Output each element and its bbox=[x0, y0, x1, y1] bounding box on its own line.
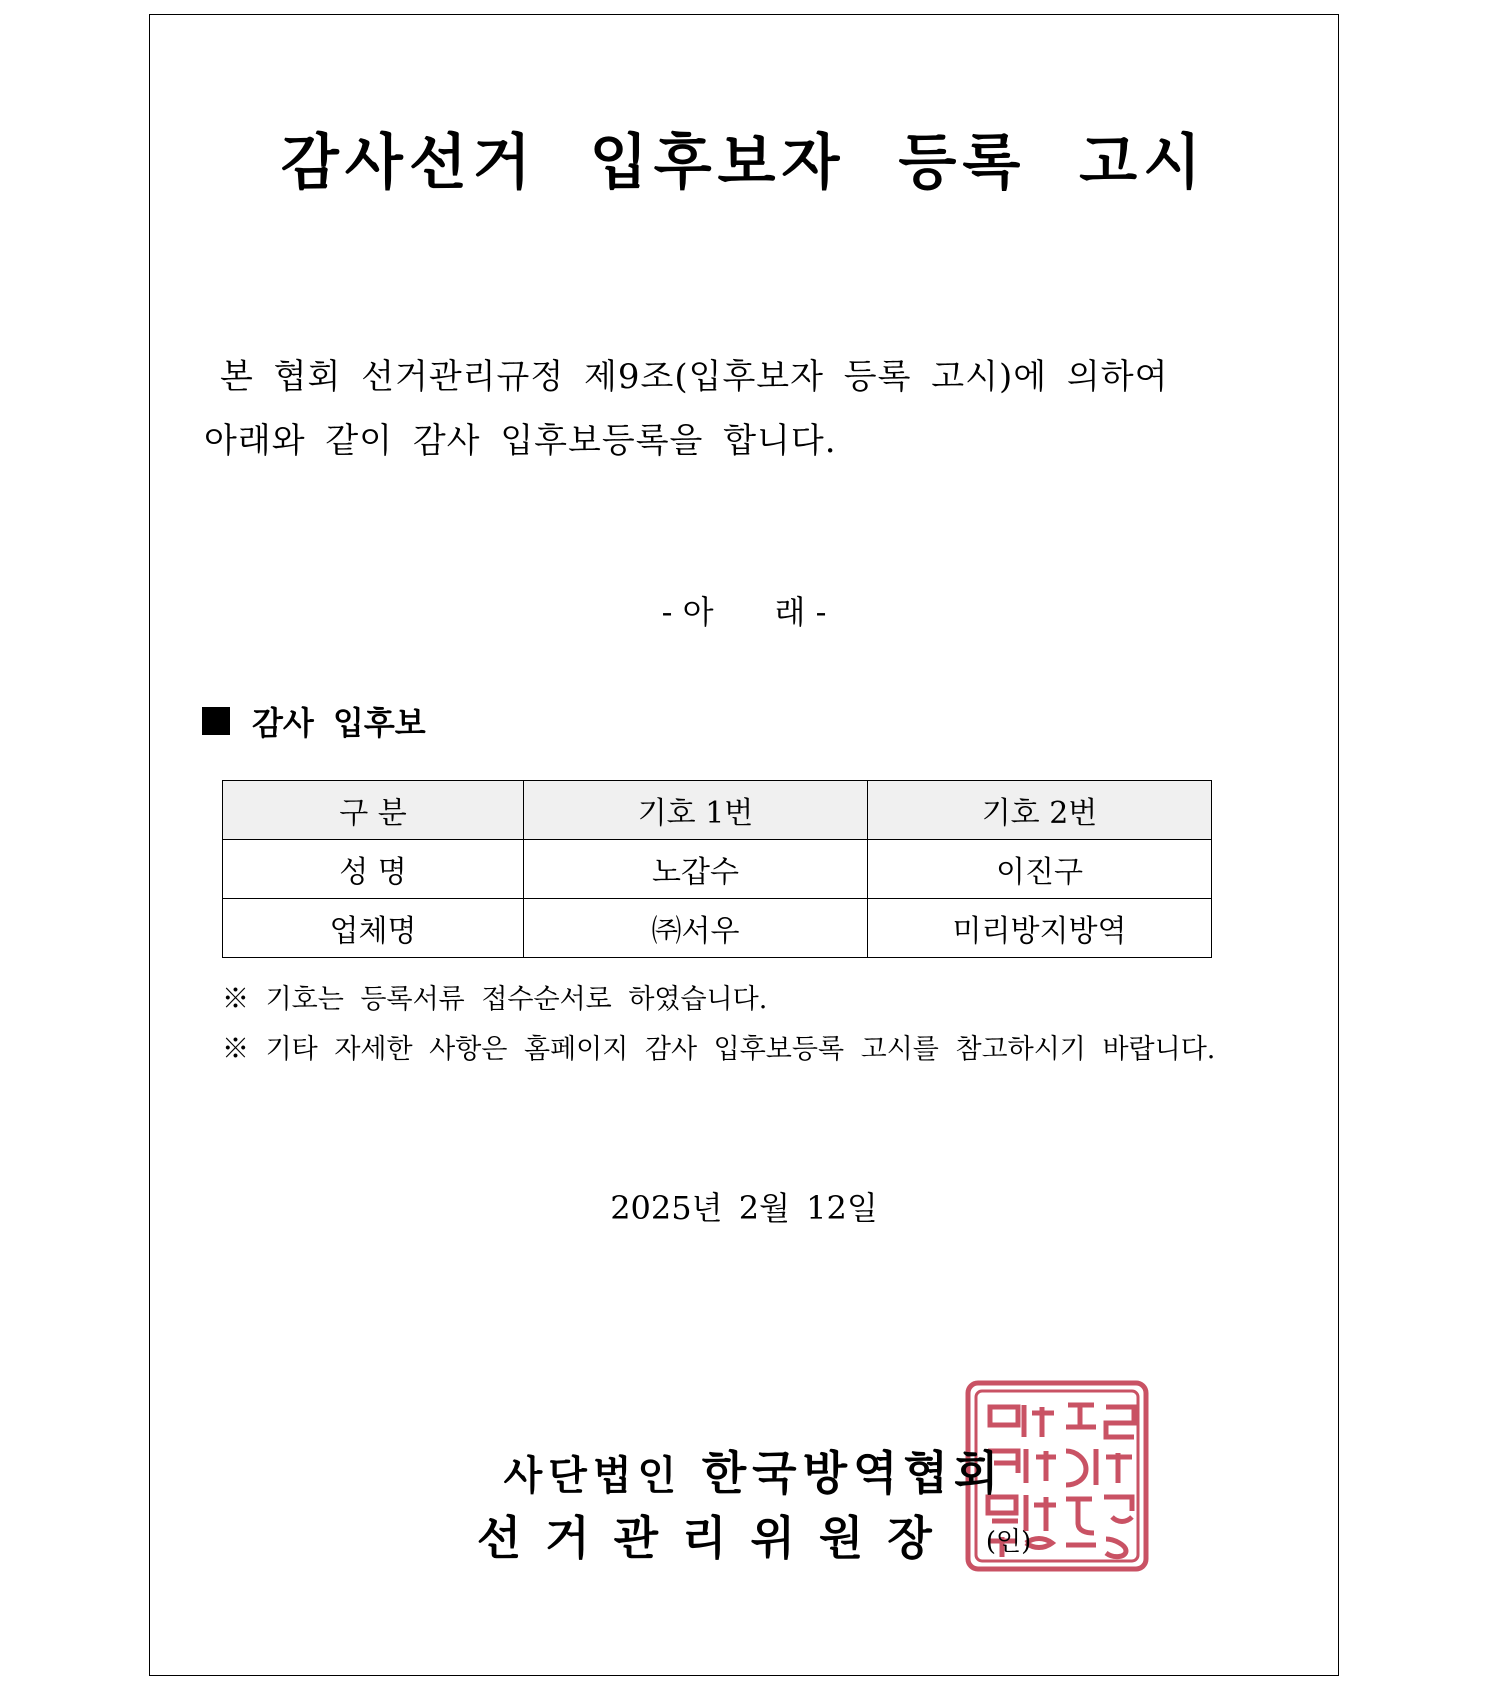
organization-title: 한국방역협회 bbox=[701, 1446, 1005, 1500]
signatory-title: 선거관리위원장 bbox=[476, 1511, 956, 1565]
below-label: - 아 래 - bbox=[661, 593, 827, 631]
table-row bbox=[223, 840, 1212, 899]
table-cell: 미리방지방역 bbox=[868, 899, 1212, 958]
intro-line-2: 아래와 같이 감사 입후보등록을 합니다. bbox=[204, 421, 837, 461]
black-square-icon bbox=[202, 707, 230, 735]
table-row bbox=[223, 899, 1212, 958]
table-cell: 업체명 bbox=[223, 899, 524, 958]
table-header-cell: 기호 1번 bbox=[524, 781, 868, 840]
table-cell: 노갑수 bbox=[524, 840, 868, 899]
intro-line-1: 본 협회 선거관리규정 제9조(입후보자 등록 고시)에 의하여 bbox=[220, 357, 1169, 397]
organization-name bbox=[150, 1437, 1338, 1503]
section-heading bbox=[202, 698, 426, 744]
notice-page bbox=[149, 14, 1339, 1676]
candidates-table bbox=[222, 780, 1212, 958]
notice-title: 감사선거 입후보자 등록 고시 bbox=[280, 128, 1208, 198]
note-line: ※ 기호는 등록서류 접수순서로 하였습니다. bbox=[222, 984, 768, 1015]
stamp-mark: (인) bbox=[985, 1527, 1032, 1557]
organization-prefix: 사단법인 bbox=[503, 1452, 683, 1499]
notes bbox=[222, 975, 1215, 1075]
table-header-cell: 구 분 bbox=[223, 781, 524, 840]
note-line: ※ 기타 자세한 사항은 홈페이지 감사 입후보등록 고시를 참고하시기 바랍니다. bbox=[222, 1034, 1216, 1065]
signatory bbox=[150, 1502, 1338, 1568]
table-cell: ㈜서우 bbox=[524, 899, 868, 958]
intro-paragraph bbox=[204, 345, 1284, 473]
table-header-row bbox=[223, 781, 1212, 840]
notice-date: 2025년 2월 12일 bbox=[610, 1189, 878, 1227]
section-heading-text: 감사 입후보 bbox=[252, 704, 426, 742]
table-cell: 성 명 bbox=[223, 840, 524, 899]
table-cell: 이진구 bbox=[868, 840, 1212, 899]
table-header-cell: 기호 2번 bbox=[868, 781, 1212, 840]
